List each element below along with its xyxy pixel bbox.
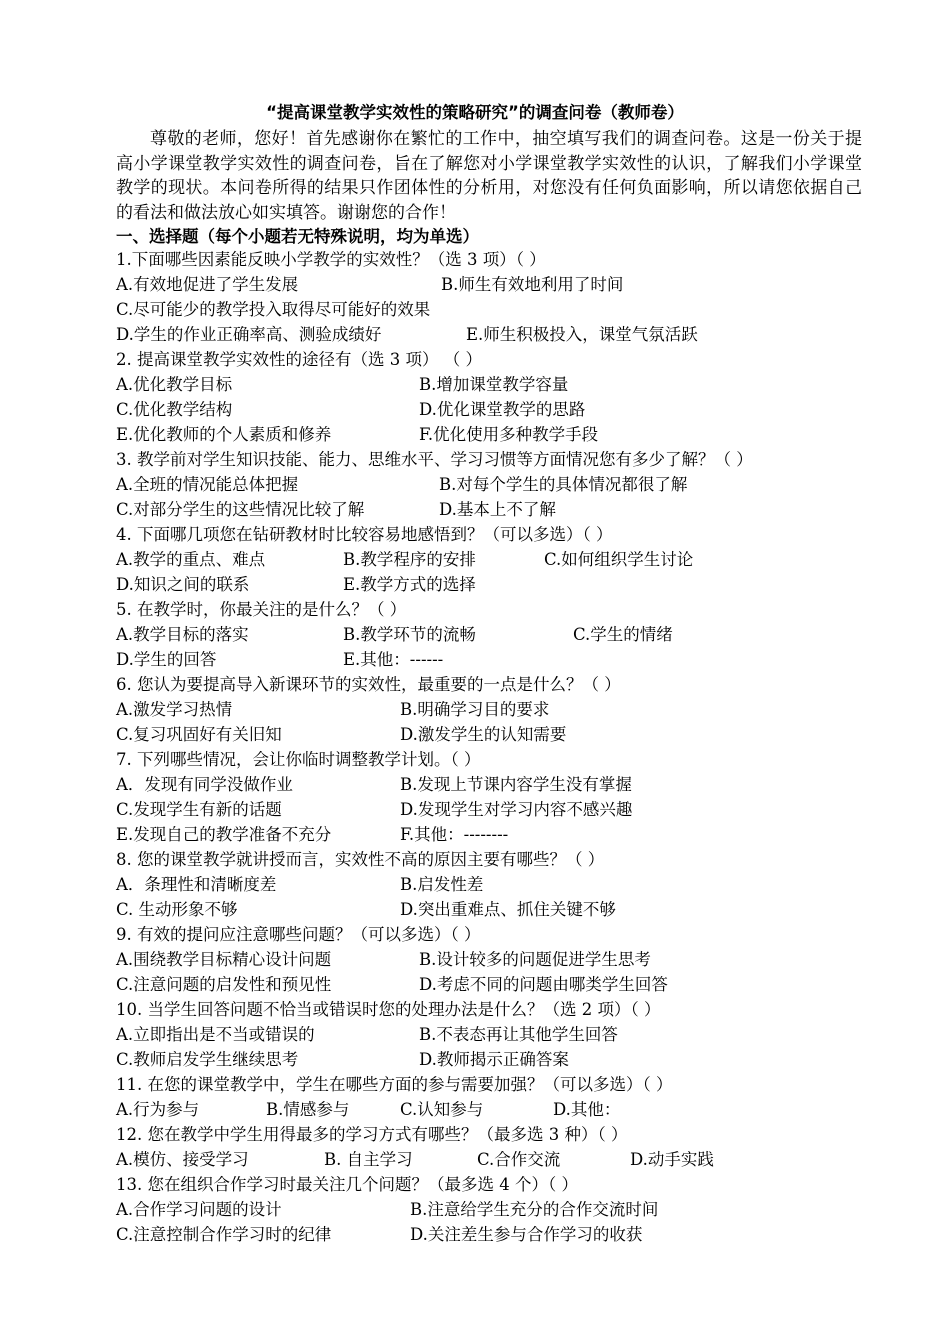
question-12: 12. 您在教学中学生用得最多的学习方式有哪些？（最多选 3 种）（ ） xyxy=(116,1125,628,1144)
question-2: 2. 提高课堂教学实效性的途径有（选 3 项） （ ） xyxy=(116,350,482,369)
option-e: E.教学方式的选择 xyxy=(343,575,476,594)
question-10: 10. 当学生回答问题不恰当或错误时您的处理办法是什么？（选 2 项）（ ） xyxy=(116,1000,661,1019)
option-e: E.师生积极投入，课堂气氛活跃 xyxy=(466,325,698,344)
option-c: C.复习巩固好有关旧知 xyxy=(116,725,282,744)
question-8: 8. 您的课堂教学就讲授而言，实效性不高的原因主要有哪些？（ ） xyxy=(116,850,605,869)
intro-paragraph: 尊敬的老师，您好！首先感谢你在繁忙的工作中，抽空填写我们的调查问卷。这是一份关于提高小学课堂教学实效性的调查问卷，旨在了解您对小学课堂教学实效性的认识，了解我们小学课堂教学的现状。本问卷所得的结果只作团体性的分析用，对您没有任何负面影响，所以请您依据自己的看法和做法放心如实填答。谢谢您的合作！ xyxy=(116,129,862,223)
option-d: D.考虑不同的问题由哪类学生回答 xyxy=(419,975,668,994)
question-9: 9. 有效的提问应注意哪些问题？（可以多选）（ ） xyxy=(116,925,481,944)
option-e: E.发现自己的教学准备不充分 xyxy=(116,825,332,844)
option-b: B.师生有效地利用了时间 xyxy=(441,275,624,294)
option-c: C.优化教学结构 xyxy=(116,400,233,419)
question-1: 1.下面哪些因素能反映小学教学的实效性？（选 3 项）（ ） xyxy=(116,250,546,269)
option-d: D.学生的作业正确率高、测验成绩好 xyxy=(116,325,382,344)
option-c: C.发现学生有新的话题 xyxy=(116,800,282,819)
option-d: D.突出重难点、抓住关键不够 xyxy=(400,900,616,919)
option-d: D.基本上不了解 xyxy=(439,500,556,519)
option-b: B.教学程序的安排 xyxy=(343,550,476,569)
option-d: D.教师揭示正确答案 xyxy=(419,1050,569,1069)
option-b: B.注意给学生充分的合作交流时间 xyxy=(410,1200,659,1219)
option-a: A.合作学习问题的设计 xyxy=(116,1200,282,1219)
option-d: D.其他： xyxy=(553,1100,621,1119)
question-6: 6. 您认为要提高导入新课环节的实效性，最重要的一点是什么？（ ） xyxy=(116,675,621,694)
option-b: B.设计较多的问题促进学生思考 xyxy=(419,950,651,969)
option-c: C.教师启发学生继续思考 xyxy=(116,1050,299,1069)
option-c: C.学生的情绪 xyxy=(573,625,673,644)
question-5: 5. 在教学时，你最关注的是什么？（ ） xyxy=(116,600,407,619)
option-e: E.其他：------ xyxy=(343,650,444,669)
option-c: C.对部分学生的这些情况比较了解 xyxy=(116,500,365,519)
option-d: D.学生的回答 xyxy=(116,650,217,669)
option-b: B.教学环节的流畅 xyxy=(343,625,476,644)
option-c: C.注意控制合作学习时的纪律 xyxy=(116,1225,332,1244)
option-b: B. 自主学习 xyxy=(324,1150,413,1169)
option-a: A.教学的重点、难点 xyxy=(116,550,266,569)
option-b: B.发现上节课内容学生没有掌握 xyxy=(400,775,632,794)
option-a: A.围绕教学目标精心设计问题 xyxy=(116,950,332,969)
option-c: C.合作交流 xyxy=(477,1150,561,1169)
option-b: B.增加课堂教学容量 xyxy=(419,375,569,394)
option-b: B.启发性差 xyxy=(400,875,484,894)
option-e: E.优化教师的个人素质和修养 xyxy=(116,425,332,444)
option-a: A.有效地促进了学生发展 xyxy=(116,275,299,294)
option-a: A.模仿、接受学习 xyxy=(116,1150,249,1169)
option-d: D.优化课堂教学的思路 xyxy=(419,400,586,419)
option-c: C.尽可能少的教学投入取得尽可能好的效果 xyxy=(116,300,431,319)
option-b: B.情感参与 xyxy=(266,1100,350,1119)
section-heading: 一、选择题（每个小题若无特殊说明，均为单选） xyxy=(116,227,479,246)
option-d: D.知识之间的联系 xyxy=(116,575,250,594)
question-3: 3. 教学前对学生知识技能、能力、思维水平、学习习惯等方面情况您有多少了解？（ ） xyxy=(116,450,753,469)
option-a: A．发现有同学没做作业 xyxy=(116,775,293,794)
option-f: F.优化使用多种教学手段 xyxy=(419,425,599,444)
option-d: D.动手实践 xyxy=(630,1150,714,1169)
option-a: A.立即指出是不当或错误的 xyxy=(116,1025,315,1044)
option-d: D.关注差生参与合作学习的收获 xyxy=(410,1225,643,1244)
option-c: C. 生动形象不够 xyxy=(116,900,238,919)
option-d: D.激发学生的认知需要 xyxy=(400,725,567,744)
question-13: 13. 您在组织合作学习时最关注几个问题？（最多选 4 个）（ ） xyxy=(116,1175,578,1194)
option-a: A．条理性和清晰度差 xyxy=(116,875,277,894)
option-a: A.教学目标的落实 xyxy=(116,625,249,644)
option-a: A.全班的情况能总体把握 xyxy=(116,475,299,494)
option-c: C.认知参与 xyxy=(400,1100,484,1119)
option-c: C.如何组织学生讨论 xyxy=(544,550,694,569)
question-11: 11. 在您的课堂教学中，学生在哪些方面的参与需要加强？（可以多选）（ ） xyxy=(116,1075,673,1094)
option-a: A.优化教学目标 xyxy=(116,375,233,394)
option-b: B.不表态再让其他学生回答 xyxy=(419,1025,618,1044)
option-b: B.对每个学生的具体情况都很了解 xyxy=(439,475,688,494)
option-a: A.激发学习热情 xyxy=(116,700,233,719)
option-a: A.行为参与 xyxy=(116,1100,200,1119)
option-b: B.明确学习目的要求 xyxy=(400,700,550,719)
option-d: D.发现学生对学习内容不感兴趣 xyxy=(400,800,633,819)
question-7: 7. 下列哪些情况，会让你临时调整教学计划。（ ） xyxy=(116,750,481,769)
option-c: C.注意问题的启发性和预见性 xyxy=(116,975,332,994)
option-f: F.其他：-------- xyxy=(400,825,509,844)
question-4: 4. 下面哪几项您在钻研教材时比较容易地感悟到？（可以多选）（ ） xyxy=(116,525,613,544)
page-title: “提高课堂教学实效性的策略研究”的调查问卷（教师卷） xyxy=(266,103,684,122)
